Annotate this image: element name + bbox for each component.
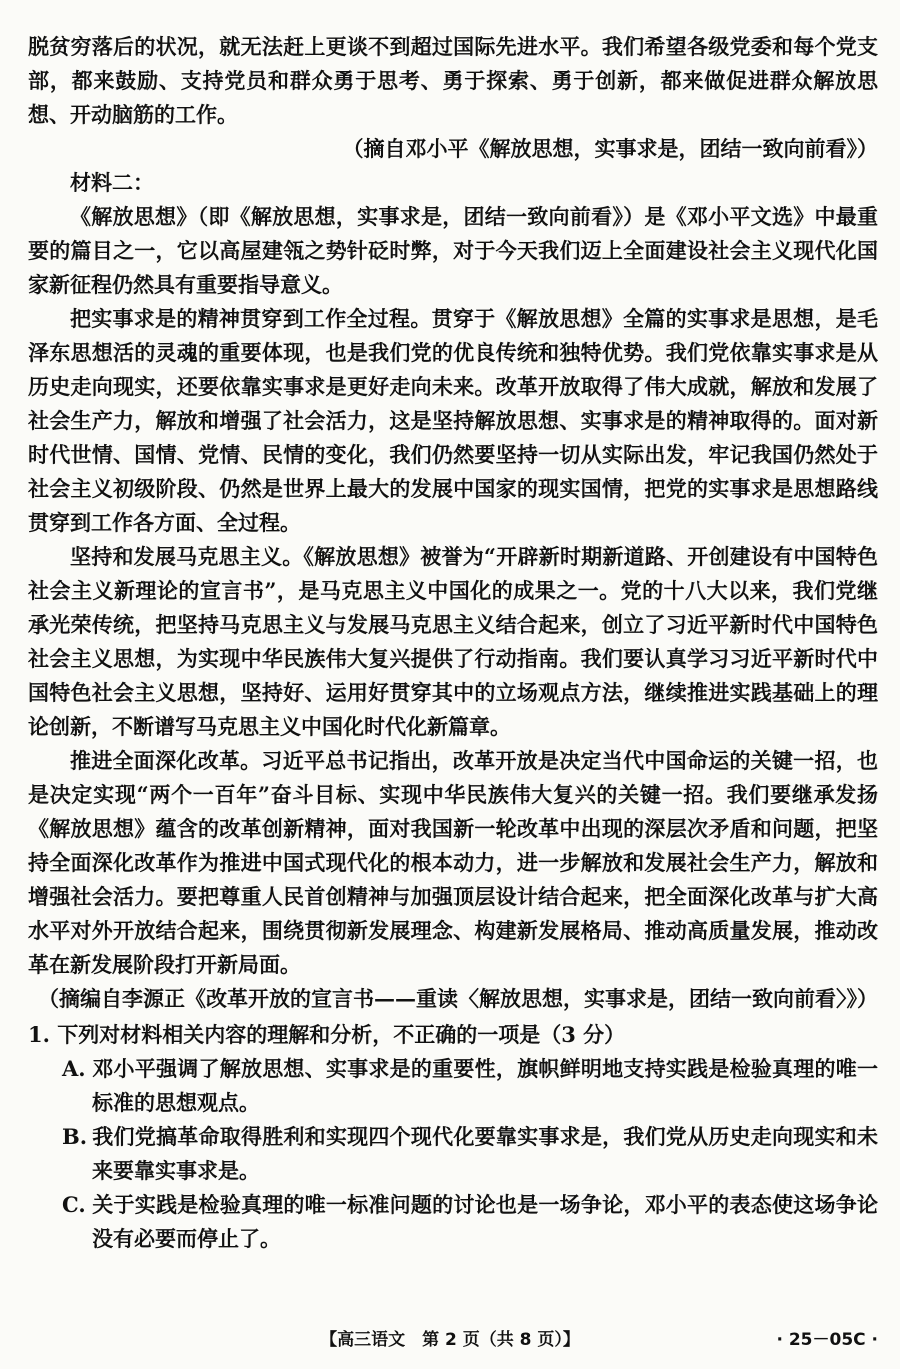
option-c-text: 关于实践是检验真理的唯一标准问题的讨论也是一场争论，邓小平的表态使这场争论没有必要而停止了。 [92, 1192, 878, 1251]
page-content [28, 30, 878, 1256]
material-2-heading: 材料二： [70, 170, 154, 195]
passage-tail: 脱贫穷落后的状况，就无法赶上更谈不到超过国际先进水平。我们希望各级党委和每个党支部，都来鼓励、支持党员和群众勇于思考、勇于探索、勇于创新，都来做促进群众解放思想、开动脑筋的工作。 [28, 34, 878, 127]
source-citation-1: （摘自邓小平《解放思想，实事求是，团结一致向前看》） [342, 136, 878, 161]
footer-page-info: 【高三语文 第 2 页（共 8 页）】 [320, 1330, 580, 1350]
footer-exam-code: · 25－05C · [776, 1330, 878, 1350]
material-2-paragraph-2: 把实事求是的精神贯穿到工作全过程。贯穿于《解放思想》全篇的实事求是思想，是毛泽东思想活的灵魂的重要体现，也是我们党的优良传统和独特优势。我们党依靠实事求是从历史走向现实，还要依靠实事求是更好走向未来。改革开放取得了伟大成就，解放和发展了社会生产力，解放和增强了社会活力，这是坚持解放思想、实事求是的精神取得的。面对新时代世情、国情、党情、民情的变化，我们仍然要坚持一切从实际出发，牢记我国仍然处于社会主义初级阶段、仍然是世界上最大的发展中国家的现实国情，把党的实事求是思想路线贯穿到工作各方面、全过程。 [28, 306, 878, 535]
material-2-paragraph-1: 《解放思想》（即《解放思想，实事求是，团结一致向前看》）是《邓小平文选》中最重要的篇目之一，它以高屋建瓴之势针砭时弊，对于今天我们迈上全面建设社会主义现代化国家新征程仍然具有重要指导意义。 [28, 204, 878, 297]
option-b-label: B. [62, 1124, 88, 1149]
question-1-option-c [28, 1188, 878, 1256]
material-2-paragraph-4: 推进全面深化改革。习近平总书记指出，改革开放是决定当代中国命运的关键一招，也是决定实现“两个一百年”奋斗目标、实现中华民族伟大复兴的关键一招。我们要继承发扬《解放思想》蕴含的改革创新精神，面对我国新一轮改革中出现的深层次矛盾和问题，把坚持全面深化改革作为推进中国式现代化的根本动力，进一步解放和发展社会生产力，解放和增强社会活力。要把尊重人民首创精神与加强顶层设计结合起来，把全面深化改革与扩大高水平对外开放结合起来，围绕贯彻新发展理念、构建新发展格局、推动高质量发展，推动改革在新发展阶段打开新局面。 [28, 748, 878, 977]
question-1-option-b [28, 1120, 878, 1188]
material-2-paragraph-3: 坚持和发展马克思主义。《解放思想》被誉为“开辟新时期新道路、开创建设有中国特色社会主义新理论的宣言书”，是马克思主义中国化的成果之一。党的十八大以来，我们党继承光荣传统，把坚持马克思主义与发展马克思主义结合起来，创立了习近平新时代中国特色社会主义思想，为实现中华民族伟大复兴提供了行动指南。我们要认真学习习近平新时代中国特色社会主义思想，坚持好、运用好贯穿其中的立场观点方法，继续推进实践基础上的理论创新，不断谱写马克思主义中国化时代化新篇章。 [28, 544, 878, 739]
question-1-stem: 1. 下列对材料相关内容的理解和分析，不正确的一项是（3 分） [28, 1022, 626, 1047]
option-b-text: 我们党搞革命取得胜利和实现四个现代化要靠实事求是，我们党从历史走向现实和未来要靠实事求是。 [92, 1124, 878, 1183]
question-1-option-a [28, 1052, 878, 1120]
option-a-label: A. [62, 1056, 86, 1081]
source-citation-2: （摘编自李源正《改革开放的宣言书——重读〈解放思想，实事求是，团结一致向前看〉》） [38, 986, 878, 1011]
option-c-label: C. [62, 1192, 86, 1217]
option-a-text: 邓小平强调了解放思想、实事求是的重要性，旗帜鲜明地支持实践是检验真理的唯一标准的思想观点。 [92, 1056, 878, 1115]
